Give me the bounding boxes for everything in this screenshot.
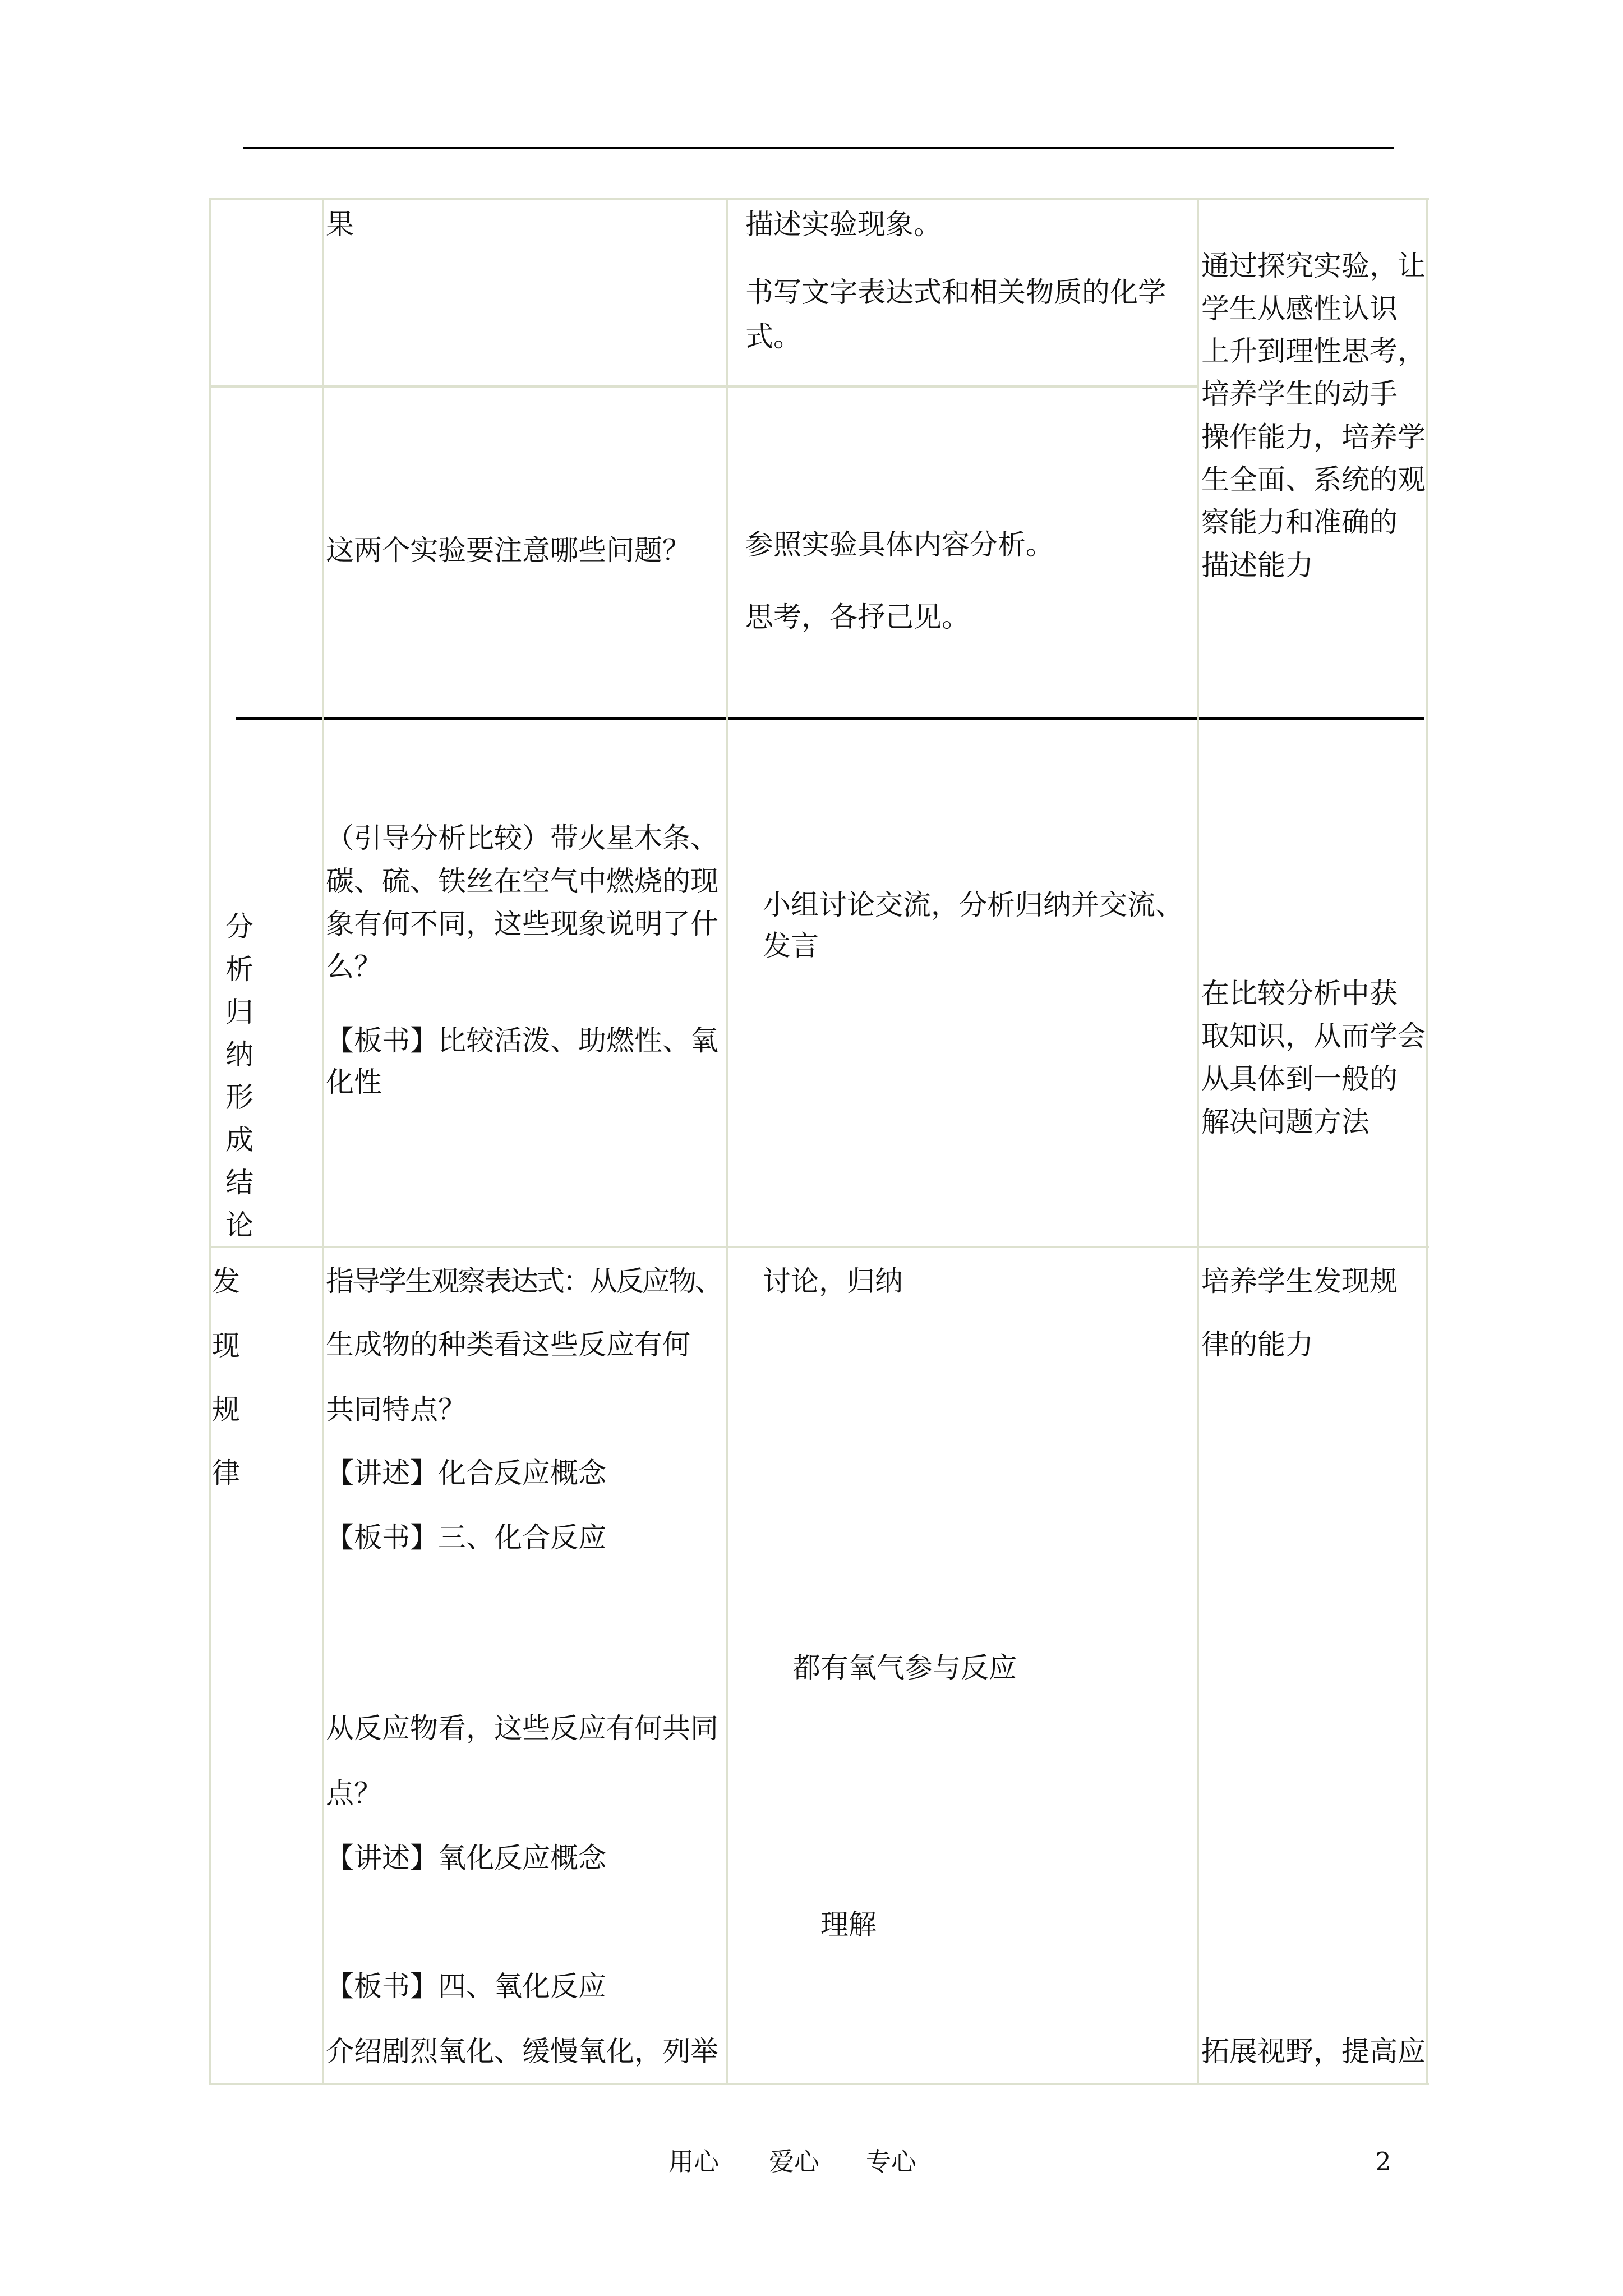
- table-cell-line: 象有何不同，这些现象说明了什: [326, 908, 718, 940]
- table-cell-line: 么？: [326, 950, 382, 983]
- table-cell-line: 生成物的种类看这些反应有何: [326, 1328, 690, 1361]
- table-cell-line: 在比较分析中获: [1201, 977, 1398, 1010]
- table-border-top: [210, 198, 1429, 200]
- table-cell-line: 培养学生的动手: [1201, 378, 1398, 410]
- table-divider-rule: [236, 717, 1424, 720]
- stage-label-char: 论: [225, 1209, 253, 1241]
- stage-label-char: 析: [225, 953, 253, 986]
- table-cell-line: 理解: [820, 1908, 877, 1941]
- stage-label-char: 形: [225, 1081, 253, 1114]
- stage-label-char: 发: [212, 1265, 240, 1297]
- table-cell-line: 指导学生观察表达式：从反应物、: [326, 1265, 721, 1297]
- footer-motto: 用心: [668, 2147, 720, 2177]
- table-border-col3: [726, 198, 728, 2085]
- table-border-col2: [322, 198, 324, 2085]
- footer-motto: 专心: [866, 2147, 917, 2177]
- table-cell-line: 讨论，归纳: [763, 1265, 903, 1297]
- table-cell-line: 通过探究实验，让: [1201, 250, 1426, 282]
- table-cell-line: 取知识，从而学会: [1201, 1020, 1426, 1052]
- table-cell-line: 从反应物看，这些反应有何共同: [326, 1712, 718, 1745]
- table-cell-line: 描述实验现象。: [745, 208, 942, 241]
- table-cell-line: 【板书】三、化合反应: [326, 1521, 606, 1554]
- table-cell-line: 解决问题方法: [1201, 1106, 1370, 1138]
- table-cell-line: 律的能力: [1201, 1328, 1313, 1361]
- stage-label-char: 纳: [225, 1038, 253, 1071]
- table-cell-line: 生全面、系统的观: [1201, 463, 1426, 496]
- table-cell-line: 【板书】四、氧化反应: [326, 1970, 606, 2003]
- table-cell-line: 学生从感性认识: [1201, 292, 1398, 325]
- table-border-right: [1426, 198, 1428, 2085]
- stage-label-char: 分: [225, 910, 253, 943]
- table-cell-line: 这两个实验要注意哪些问题？: [326, 534, 690, 567]
- table-cell-line: 上升到理性思考，: [1201, 335, 1426, 367]
- table-cell-line: 小组讨论交流，分析归纳并交流、: [763, 889, 1183, 921]
- table-cell-line: 思考，各抒己见。: [745, 601, 970, 633]
- table-cell-line: 书写文字表达式和相关物质的化学: [745, 276, 1166, 309]
- stage-label-char: 律: [212, 1457, 240, 1489]
- stage-label-char: 现: [212, 1329, 240, 1362]
- stage-label-char: 规: [212, 1393, 240, 1426]
- table-cell-line: 都有氧气参与反应: [792, 1651, 1017, 1684]
- table-cell-line: 共同特点？: [326, 1393, 466, 1426]
- table-border-left: [209, 198, 211, 2085]
- table-cell-line: 从具体到一般的: [1201, 1062, 1398, 1095]
- table-cell-line: 【板书】比较活泼、助燃性、氧: [326, 1024, 718, 1057]
- table-cell-line: 式。: [745, 320, 801, 353]
- table-border-row3: [210, 1246, 1429, 1248]
- table-border-row1: [210, 385, 1199, 388]
- table-cell-line: 发言: [763, 930, 819, 962]
- table-cell-line: 培养学生发现规: [1201, 1265, 1398, 1297]
- table-cell-line: 描述能力: [1201, 549, 1313, 582]
- table-cell-line: 拓展视野，提高应: [1201, 2035, 1426, 2068]
- table-cell-line: 果: [326, 208, 354, 241]
- table-border-bottom: [210, 2083, 1429, 2085]
- table-border-col4: [1197, 198, 1199, 2085]
- page-number: 2: [1375, 2147, 1391, 2177]
- header-rule: [243, 147, 1394, 149]
- table-cell-line: （引导分析比较）带火星木条、: [326, 822, 718, 854]
- table-cell-line: 参照实验具体内容分析。: [745, 528, 1054, 561]
- stage-label-char: 归: [225, 996, 253, 1028]
- table-cell-line: 碳、硫、铁丝在空气中燃烧的现: [326, 865, 718, 898]
- table-cell-line: 【讲述】氧化反应概念: [326, 1842, 606, 1874]
- footer-motto: 爱心: [769, 2147, 820, 2177]
- stage-label-char: 成: [225, 1124, 253, 1156]
- table-cell-line: 点？: [326, 1777, 382, 1810]
- stage-label-char: 结: [225, 1166, 253, 1199]
- table-cell-line: 察能力和准确的: [1201, 506, 1398, 539]
- table-cell-line: 操作能力，培养学: [1201, 421, 1426, 453]
- table-cell-line: 介绍剧烈氧化、缓慢氧化，列举: [326, 2035, 718, 2068]
- table-cell-line: 化性: [326, 1066, 382, 1098]
- table-cell-line: 【讲述】化合反应概念: [326, 1457, 606, 1489]
